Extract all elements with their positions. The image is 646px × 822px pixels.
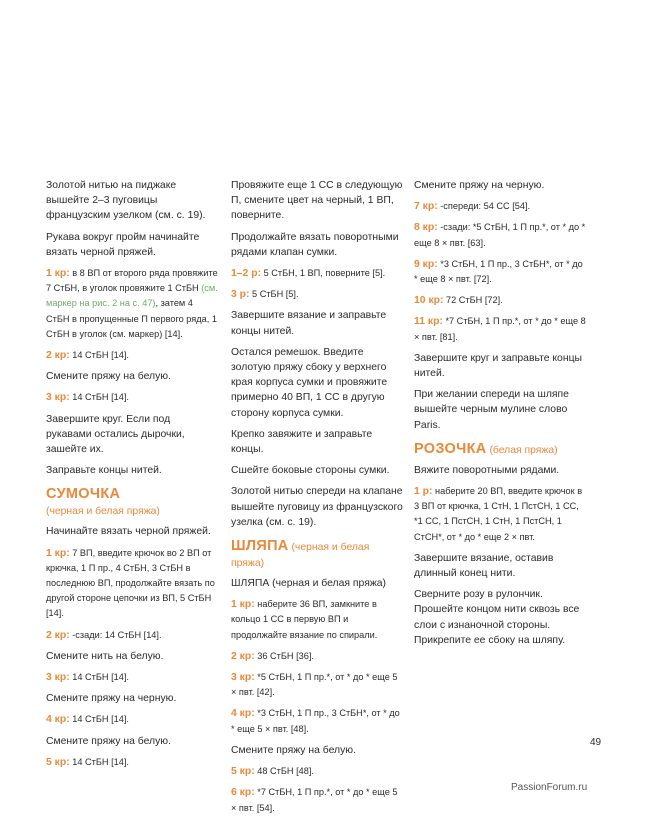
row-label: 1–2 р: — [231, 268, 262, 280]
section-heading-hat — [231, 538, 403, 572]
section-heading-rose — [414, 441, 586, 459]
row-instruction: 2 кр: 14 СтБН [14]. — [46, 350, 129, 362]
paragraph: Завершите круг. Если под рукавами остались дырочки, зашейте их. — [46, 413, 185, 456]
row-label: 10 кр: — [414, 295, 444, 307]
row-label: 4 кр: — [46, 714, 70, 726]
row-label: 2 кр: — [231, 650, 255, 662]
column-1 — [46, 178, 218, 776]
row-instruction: 1 кр: в 8 ВП от второго ряда провяжите 7 СтБН, в уголок провяжите 1 СтБН (см. маркер на рис. 2 на с. 47), затем 4 СтБН в пропущенные П первого ряда, 1 СтБН в уголок (см. маркер) [14]. — [46, 268, 218, 339]
row-instruction: 6 кр: *7 СтБН, 1 П пр.*, от * до * еще 5 × пвт. [54]. — [231, 787, 398, 813]
marker-note: (см. маркер на рис. 2 на с. 47) — [46, 283, 218, 309]
column-3 — [414, 178, 586, 654]
paragraph: Вяжите поворотными рядами. — [414, 464, 560, 476]
paragraph: Смените нить на белую. — [46, 650, 164, 662]
paragraph: Остался ремешок. Введите золотую пряжу сбоку у верхнего края корпуса сумки и провяжите примерно 40 ВП, 1 СС в другую сторону корпуса сумки. — [231, 346, 388, 419]
paragraph: Золотой нитью на пиджаке вышейте 2–3 пуговицы французским узелком (см. с. 19). — [46, 180, 206, 222]
paragraph: Золотой нитью спереди на клапане вышейте пуговицу из французского узелка (см. с. 19). — [231, 486, 403, 528]
section-title: СУМОЧКА — [46, 486, 121, 503]
paragraph: ШЛЯПА (черная и белая пряжа) — [231, 578, 387, 590]
section-title: ШЛЯПА — [231, 538, 289, 555]
row-instruction: 2 кр: -сзади: 14 СтБН [14]. — [46, 629, 162, 641]
row-instruction: 10 кр: 72 СтБН [72]. — [414, 295, 503, 307]
row-instruction: 2 кр: 36 СтБН [36]. — [231, 650, 314, 662]
section-note: (черная и белая пряжа) — [231, 542, 370, 570]
row-label: 5 кр: — [46, 756, 70, 768]
page-number: 49 — [590, 737, 602, 748]
row-instruction: 11 кр: *7 СтБН, 1 П пр.*, от * до * еще 8 × пвт. [81]. — [414, 316, 586, 342]
row-label: 2 кр: — [46, 629, 70, 641]
paragraph: Смените пряжу на белую. — [46, 735, 171, 747]
paragraph: При желании спереди на шляпе вышейте черным мулине слово Paris. — [414, 389, 569, 431]
row-instruction: 1–2 р: 5 СтБН, 1 ВП, поверните [5]. — [231, 268, 386, 280]
paragraph: Продолжайте вязать поворотными рядами клапан сумки. — [231, 231, 399, 258]
watermark: PassionForum.ru — [511, 782, 588, 793]
paragraph: Смените пряжу на черную. — [414, 180, 545, 191]
row-label: 1 кр: — [46, 547, 70, 559]
paragraph: Смените пряжу на белую. — [46, 371, 171, 383]
section-heading-bag — [46, 486, 218, 520]
row-label: 3 кр: — [231, 672, 255, 684]
paragraph: Крепко завяжите и заправьте концы. — [231, 428, 373, 456]
row-label: 3 кр: — [46, 672, 70, 684]
row-label: 1 кр: — [231, 599, 255, 611]
row-label: 6 кр: — [231, 787, 255, 799]
paragraph: Смените пряжу на черную. — [46, 693, 177, 705]
section-note: (белая пряжа) — [489, 444, 558, 456]
row-instruction: 9 кр: *3 СтБН, 1 П пр., 3 СтБН*, от * до * еще 8 × пвт. [72]. — [414, 258, 583, 285]
row-label: 3 кр: — [46, 392, 70, 404]
row-instruction: 3 кр: 14 СтБН [14]. — [46, 392, 129, 404]
row-instruction: 4 кр: 14 СтБН [14]. — [46, 714, 129, 726]
paragraph: Сшейте боковые стороны сумки. — [231, 465, 390, 477]
paragraph: Заправьте концы нитей. — [46, 465, 162, 477]
row-label: 7 кр: — [414, 201, 438, 213]
paragraph: Смените пряжу на белую. — [231, 744, 356, 756]
row-label: 5 кр: — [231, 766, 255, 778]
row-instruction: 3 кр: 14 СтБН [14]. — [46, 672, 129, 684]
row-label: 11 кр: — [414, 316, 443, 328]
paragraph: Провяжите еще 1 СС в следующую П, смените цвет на черный, 1 ВП, поверните. — [231, 180, 403, 222]
row-instruction: 5 кр: 14 СтБН [14]. — [46, 756, 129, 768]
row-instruction: 3 р: 5 СтБН [5]. — [231, 289, 299, 301]
paragraph: Завершите вязание и заправьте концы нитей. — [231, 310, 387, 337]
row-label: 9 кр: — [414, 258, 438, 270]
row-instruction: 1 кр: 7 ВП, введите крючок во 2 ВП от крючка, 1 П пр., 4 СтБН, 3 СтБН в последнюю ВП, продолжайте вязать по другой стороне цепочки из ВП, 5 СтБН [14]. — [46, 547, 215, 619]
row-label: 8 кр: — [414, 222, 438, 234]
paragraph: Рукава вокруг пройм начинайте вязать черной пряжей. — [46, 231, 200, 258]
row-instruction: 3 кр: *5 СтБН, 1 П пр.*, от * до * еще 5 × пвт. [42]. — [231, 672, 398, 698]
section-title: РОЗОЧКА — [414, 440, 487, 457]
paragraph: Завершите круг и заправьте концы нитей. — [414, 352, 582, 380]
paragraph: Сверните розу в рулончик. Прошейте концом нити сквозь все слои с изнаночной стороны. Прикрепите ее сбоку на шляпу. — [414, 589, 580, 646]
row-label: 3 р: — [231, 289, 250, 301]
row-label: 1 кр: — [46, 268, 70, 280]
row-label: 2 кр: — [46, 350, 70, 362]
row-instruction: 5 кр: 48 СтБН [48]. — [231, 766, 314, 778]
row-label: 1 р: — [414, 486, 433, 498]
column-2 — [231, 178, 403, 822]
paragraph: Начинайте вязать черной пряжей. — [46, 526, 211, 538]
row-label: 4 кр: — [231, 708, 255, 720]
row-instruction: 7 кр: -спереди: 54 СС [54]. — [414, 201, 531, 213]
section-note: (черная и белая пряжа) — [46, 506, 160, 518]
paragraph: Завершите вязание, оставив длинный конец нити. — [414, 552, 554, 580]
row-instruction: 4 кр: *3 СтБН, 1 П пр., 3 СтБН*, от * до * еще 5 × пвт. [48]. — [231, 708, 400, 734]
row-instruction: 8 кр: -сзади: *5 СтБН, 1 П пр.*, от * до * еще 8 × пвт. [63]. — [414, 222, 586, 248]
row-instruction: 1 кр: наберите 36 ВП, замкните в кольцо 1 СС в первую ВП и продолжайте вязание по спирали. — [231, 599, 378, 640]
row-instruction: 1 р: наберите 20 ВП, введите крючок в 3 ВП от крючка, 1 СтН, 1 ПстСН, 1 СС, *1 СС, 1 ПстСН, 1 СтН, 1 ПстСН, 1 СтСН*, от * до * еще 2 × пвт. — [414, 486, 583, 542]
